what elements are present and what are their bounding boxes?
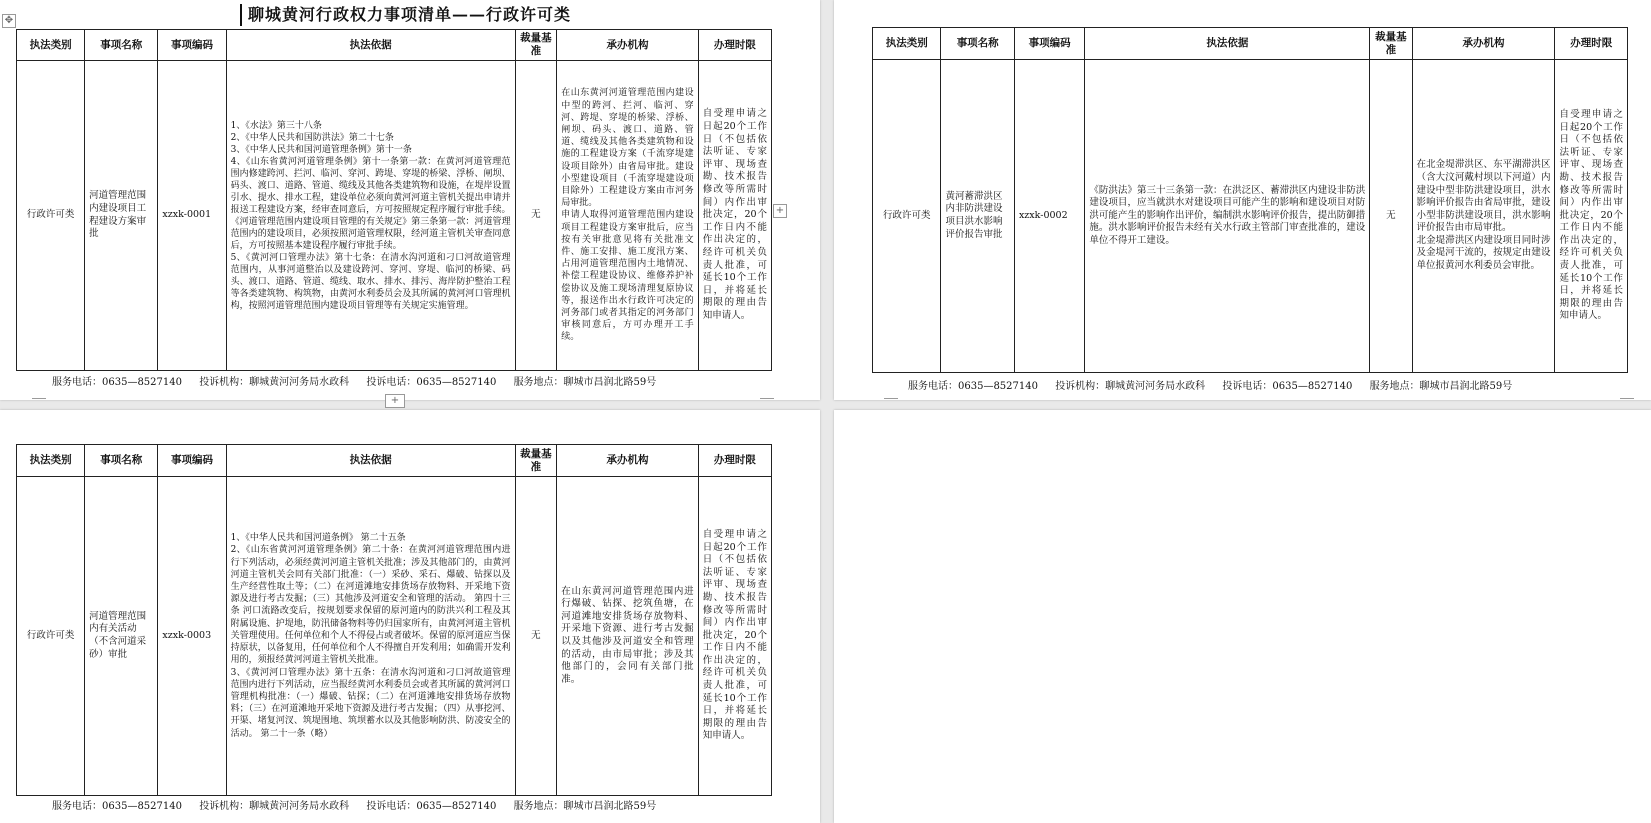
cell-agency: 在山东黄河河道管理范围内进行爆破、钻探、挖筑鱼塘，在河道滩地安排货场存放物料、开采地下资源、进行考古发掘以及其他涉及河道安全和管理的活动，由市局审批；涉及其他部门的，会同有关部门批准。 (557, 477, 698, 796)
header-code: 事项编码 (158, 445, 226, 477)
table-row (873, 60, 1628, 373)
cell-discretion: 无 (515, 61, 557, 371)
header-code: 事项编码 (158, 30, 226, 61)
cell-code: xzxk-0002 (1014, 60, 1084, 373)
table-row (17, 477, 772, 796)
complaint-org: 投诉机构：聊城黄河河务局水政科 (1055, 381, 1206, 392)
header-code: 事项编码 (1014, 28, 1084, 60)
header-category: 执法类别 (17, 445, 85, 477)
cell-category: 行政许可类 (17, 61, 85, 371)
service-location: 服务地点：聊城市昌润北路59号 (513, 801, 657, 812)
page-corner-mark (32, 398, 46, 399)
cell-basis: 《防洪法》第三十三条第一款：在洪泛区、蓄滞洪区内建设非防洪建设项目，应当就洪水对建设项目可能产生的影响和建设项目对防洪可能产生的影响作出评价，编制洪水影响评价报告，提出防御措施。洪水影响评价报告未经有关水行政主管部门审查批准的，建设单位不得开工建设。 (1085, 60, 1370, 373)
cell-basis: 1、《水法》第三十八条 2、《中华人民共和国防洪法》第二十七条 3、《中华人民共和国河道管理条例》第十一条 4、《山东省黄河河道管理条例》第十一条第一款：在黄河河道管理范围内修建跨河、拦河、临河、穿河、跨堤、穿堤的桥梁、浮桥、闸坝、码头、渡口、道路、管道、缆线及其他各类建筑物和设施，在堤岸设置引水、提水、排水工程，建设单位必须向黄河河道主管机关提出申请并报送工程建设方案，经审查同意后，方可按照规定程序履行审批手续。《河道管理范围内建设项目管理的有关规定》第三条第一款：河道管理范围内的建设项目，必须按照河道管理权限，经河道主管机关审查同意后，方可按照基本建设程序履行审批手续。 5、《黄河河口管理办法》第十七条：在清水沟河道和刁口河故道管理范围内，从事河道整治以及建设跨河、穿河、穿堤、临河的桥梁、码头、渡口、道路、管道、缆线、取水、排水、排污、海岸防护整治工程等各类建筑物、构筑物，由黄河水利委员会及其所属的黄河河口管理机构，按照河道管理范围内建设项目管理等有关规定实施管理。 (226, 61, 515, 371)
header-agency: 承办机构 (557, 445, 698, 477)
service-footer (52, 800, 670, 814)
header-row (17, 445, 772, 477)
cell-name: 黄河蓄滞洪区内非防洪建设项目洪水影响评价报告审批 (941, 60, 1014, 373)
document-title: 聊城黄河行政权力事项清单——行政许可类 (240, 4, 571, 26)
cell-category: 行政许可类 (873, 60, 941, 373)
cell-category: 行政许可类 (17, 477, 85, 796)
cell-code: xzxk-0001 (158, 61, 226, 371)
header-time-limit: 办理时限 (698, 445, 771, 477)
header-discretion: 裁量基准 (515, 30, 557, 61)
cell-time-limit: 自受理申请之日起20个工作日（不包括依法听证、专家评审、现场查勘、技术报告修改等所需时间）内作出审批决定，20个工作日内不能作出决定的，经许可机关负责人批准，可延长10个工作日，并将延长期限的理由告知申请人。 (698, 477, 771, 796)
service-phone: 服务电话：0635—8527140 (52, 801, 182, 812)
header-discretion: 裁量基准 (1370, 28, 1412, 60)
cell-basis: 1、《中华人民共和国河道条例》 第二十五条 2、《山东省黄河河道管理条例》第二十条：在黄河河道管理范围内进行下列活动，必须经黄河河道主管机关批准；涉及其他部门的，由黄河河道主管机关会同有关部门批准：（一）采砂、采石、爆破、钻探以及生产经营性取土等；（二）在河道滩地安排货场存放物料、开采地下资源及进行考古发掘；（三）其他涉及河道安全和管理的活动。 第四十三条 河口流路改变后，按规划要求保留的原河道内的防洪兴利工程及其附属设施、护堤地，防汛储备物料等仍归国家所有，由黄河河道主管机关管理使用。任何单位和个人不得侵占或者破坏。保留的原河道应当保持原状，以备复用，任何单位和个人不得擅自开发利用；如确需开发利用的，须报经黄河河道主管机关批准。 3、《黄河河口管理办法》第十五条：在清水沟河道和刁口河故道管理范围内进行下列活动，应当报经黄河水利委员会或者其所属的黄河河口管理机构批准：（一）爆破、钻探；（二）在河道滩地安排货场存放物料；（三）在河道滩地开采地下资源及进行考古发掘；（四）从事挖河、开渠、堵复河汊、筑堤围地、筑坝蓄水以及其他影响防洪、防凌安全的活动。 第二十一条（略） (226, 477, 515, 796)
matter-table-2 (872, 27, 1628, 373)
header-basis: 执法依据 (226, 30, 515, 61)
cell-time-limit: 自受理申请之日起20个工作日（不包括依法听证、专家评审、现场查勘、技术报告修改等所需时间）内作出审批决定，20个工作日内不能作出决定的，经许可机关负责人批准，可延长10个工作日，并将延长期限的理由告知申请人。 (1555, 60, 1628, 373)
table-move-handle-icon[interactable]: ✥ (2, 14, 16, 28)
service-phone: 服务电话：0635—8527140 (908, 381, 1038, 392)
add-column-icon[interactable]: + (773, 204, 787, 218)
service-footer (52, 376, 670, 390)
add-row-icon[interactable]: + (385, 394, 405, 408)
header-time-limit: 办理时限 (698, 30, 771, 61)
cell-name: 河道管理范围内有关活动（不含河道采砂）审批 (85, 477, 158, 796)
cell-discretion: 无 (1370, 60, 1412, 373)
page-1 (0, 0, 820, 406)
table-row (17, 61, 772, 371)
complaint-phone: 投诉电话：0635—8527140 (366, 377, 497, 388)
cell-agency: 在山东黄河河道管理范围内建设中型的跨河、拦河、临河、穿河、跨堤、穿堤的桥梁、浮桥、闸坝、码头、渡口、道路、管道、缆线及其他各类建筑物和设施的工程建设方案（千流穿堤建设项目除外）由省局审批。建设小型建设项目（千流穿堤建设项目除外）工程建设方案由市河务局审批。 申请人取得河道管理范围内建设项目工程建设方案审批后，应当按有关审批意见将有关批准文件、施工安排、施工度汛方案、占用河道管理范围内土地情况、补偿工程建设协议、维修养护补偿协议及施工现场清理复原协议等，报送作出水行政许可决定的河务部门或者其指定的河务部门审核同意后，方可办理开工手续。 (557, 61, 698, 371)
header-row (17, 30, 772, 61)
header-discretion: 裁量基准 (515, 445, 557, 477)
header-basis: 执法依据 (226, 445, 515, 477)
header-time-limit: 办理时限 (1555, 28, 1628, 60)
page-3 (0, 410, 820, 823)
page-2 (834, 0, 1651, 400)
header-basis: 执法依据 (1085, 28, 1370, 60)
cell-agency: 在北金堤滞洪区、东平湖滞洪区（含大汶河戴村坝以下河道）内建设中型非防洪建设项目，洪水影响评价报告由省局审批，建设小型非防洪建设项目，洪水影响评价报告由市局审批。 北金堤滞洪区内建设项目同时涉及金堤河干流的，按规定由建设单位报黄河水利委员会审批。 (1412, 60, 1555, 373)
cell-name: 河道管理范围内建设项目工程建设方案审批 (85, 61, 158, 371)
header-agency: 承办机构 (557, 30, 698, 61)
service-phone: 服务电话：0635—8527140 (52, 377, 182, 388)
service-location: 服务地点：聊城市昌润北路59号 (513, 377, 657, 388)
complaint-phone: 投诉电话：0635—8527140 (366, 801, 497, 812)
header-name: 事项名称 (85, 445, 158, 477)
cell-code: xzxk-0003 (158, 477, 226, 796)
service-location: 服务地点：聊城市昌润北路59号 (1369, 381, 1513, 392)
page-corner-mark (760, 398, 774, 399)
service-footer (908, 380, 1526, 394)
header-agency: 承办机构 (1412, 28, 1555, 60)
complaint-phone: 投诉电话：0635—8527140 (1222, 381, 1353, 392)
complaint-org: 投诉机构：聊城黄河河务局水政科 (199, 377, 350, 388)
header-category: 执法类别 (17, 30, 85, 61)
page-4-blank (834, 410, 1651, 823)
complaint-org: 投诉机构：聊城黄河河务局水政科 (199, 801, 350, 812)
matter-table-1 (16, 29, 772, 371)
header-name: 事项名称 (941, 28, 1014, 60)
header-name: 事项名称 (85, 30, 158, 61)
header-row (873, 28, 1628, 60)
matter-table-3 (16, 444, 772, 796)
header-category: 执法类别 (873, 28, 941, 60)
cell-time-limit: 自受理申请之日起20个工作日（不包括依法听证、专家评审、现场查勘、技术报告修改等所需时间）内作出审批决定，20个工作日内不能作出决定的，经许可机关负责人批准，可延长10个工作日，并将延长期限的理由告知申请人。 (698, 61, 771, 371)
cell-discretion: 无 (515, 477, 557, 796)
page-corner-mark (1620, 398, 1634, 399)
page-corner-mark (884, 398, 898, 399)
